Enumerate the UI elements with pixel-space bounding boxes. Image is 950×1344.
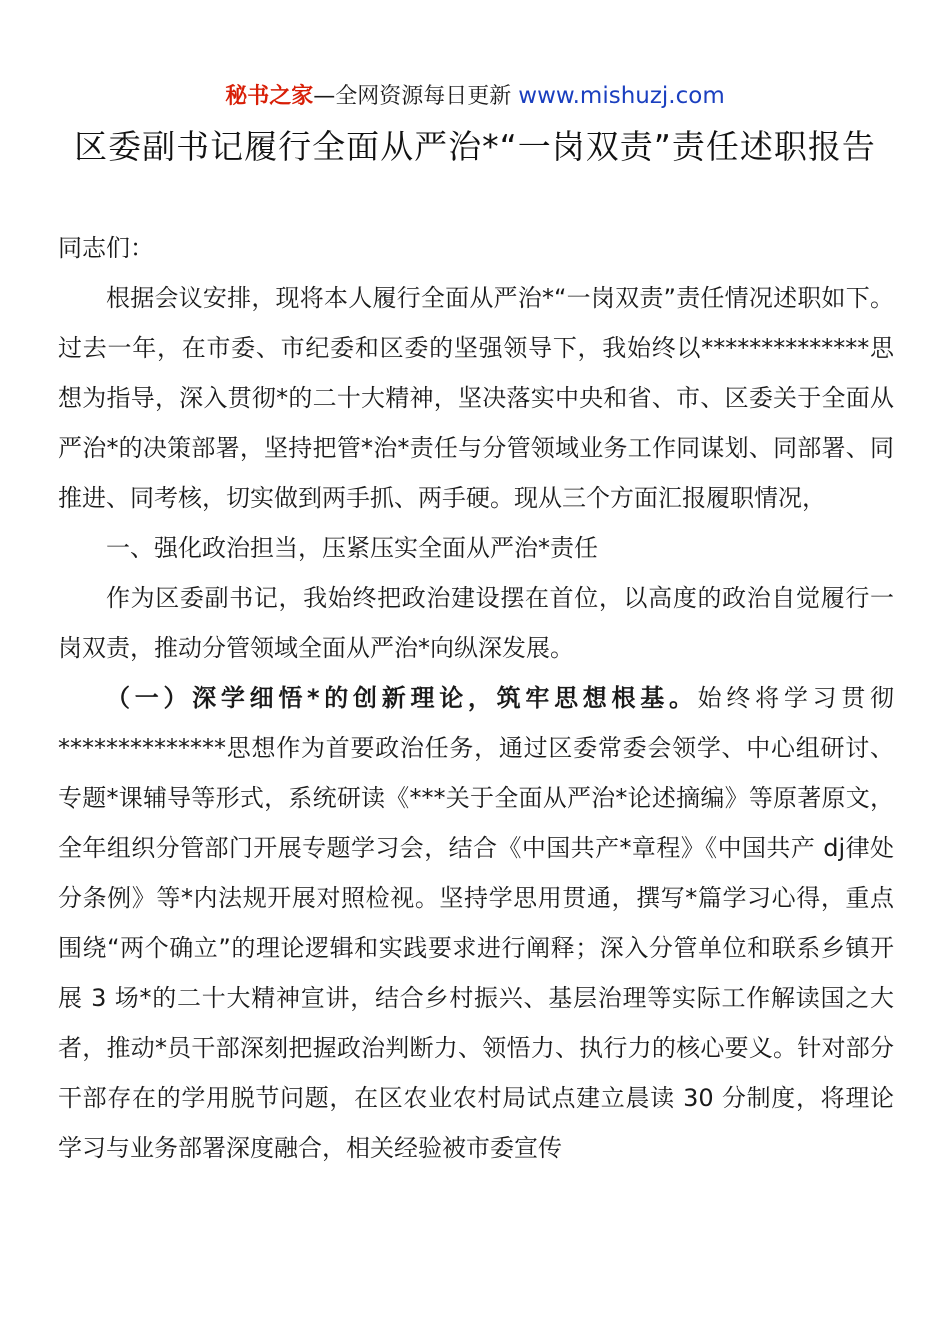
section-heading-1: 一、强化政治担当，压紧压实全面从严治*责任 <box>106 534 598 562</box>
banner-url-link[interactable]: www.mishuzj.com <box>518 83 725 109</box>
banner-tagline: —全网资源每日更新 <box>313 84 512 109</box>
intro-paragraph: 根据会议安排，现将本人履行全面从严治*“一岗双责”责任情况述职如下。过去一年，在市委、市纪委和区委的坚强领导下，我始终以**************思想为指导，深入贯彻*的二十大精神，坚决落实中央和省、市、区委关于全面从严治*的决策部署，坚持把管*治*责任与分管领域业务工作同谋划、同部署、同推进、同考核，切实做到两手抓、两手硬。现从三个方面汇报履职情况， <box>58 284 894 512</box>
document-title: 区委副书记履行全面从严治*“一岗双责”责任述职报告 <box>74 127 876 166</box>
salutation: 同志们： <box>58 234 154 262</box>
banner-brand: 秘书之家 <box>225 84 314 109</box>
document-body <box>58 223 894 1173</box>
section-1-paragraph: 作为区委副书记，我始终把政治建设摆在首位，以高度的政治自觉履行一岗双责，推动分管领域全面从严治*向纵深发展。 <box>58 584 894 662</box>
site-banner <box>0 80 950 113</box>
subsection-1-heading: （一）深学细悟*的创新理论，筑牢思想根基。 <box>106 684 698 712</box>
subsection-1-paragraph <box>58 673 894 1173</box>
subsection-1-body: 始终将学习贯彻**************思想作为首要政治任务，通过区委常委会领学、中心组研讨、专题*课辅导等形式，系统研读《***关于全面从严治*论述摘编》等原著原文，全年组织分管部门开展专题学习会，结合《中国共产*章程》《中国共产 dj律处分条例》等*内法规开展对照检视。坚持学思用贯通，撰写*篇学习心得，重点围绕“两个确立”的理论逻辑和实践要求进行阐释；深入分管单位和联系乡镇开展 3 场*的二十大精神宣讲，结合乡村振兴、基层治理等实际工作解读国之大者，推动*员干部深刻把握政治判断力、领悟力、执行力的核心要义。针对部分干部存在的学用脱节问题，在区农业农村局试点建立晨读 30 分制度，将理论学习与业务部署深度融合，相关经验被市委宣传 <box>58 684 894 1162</box>
